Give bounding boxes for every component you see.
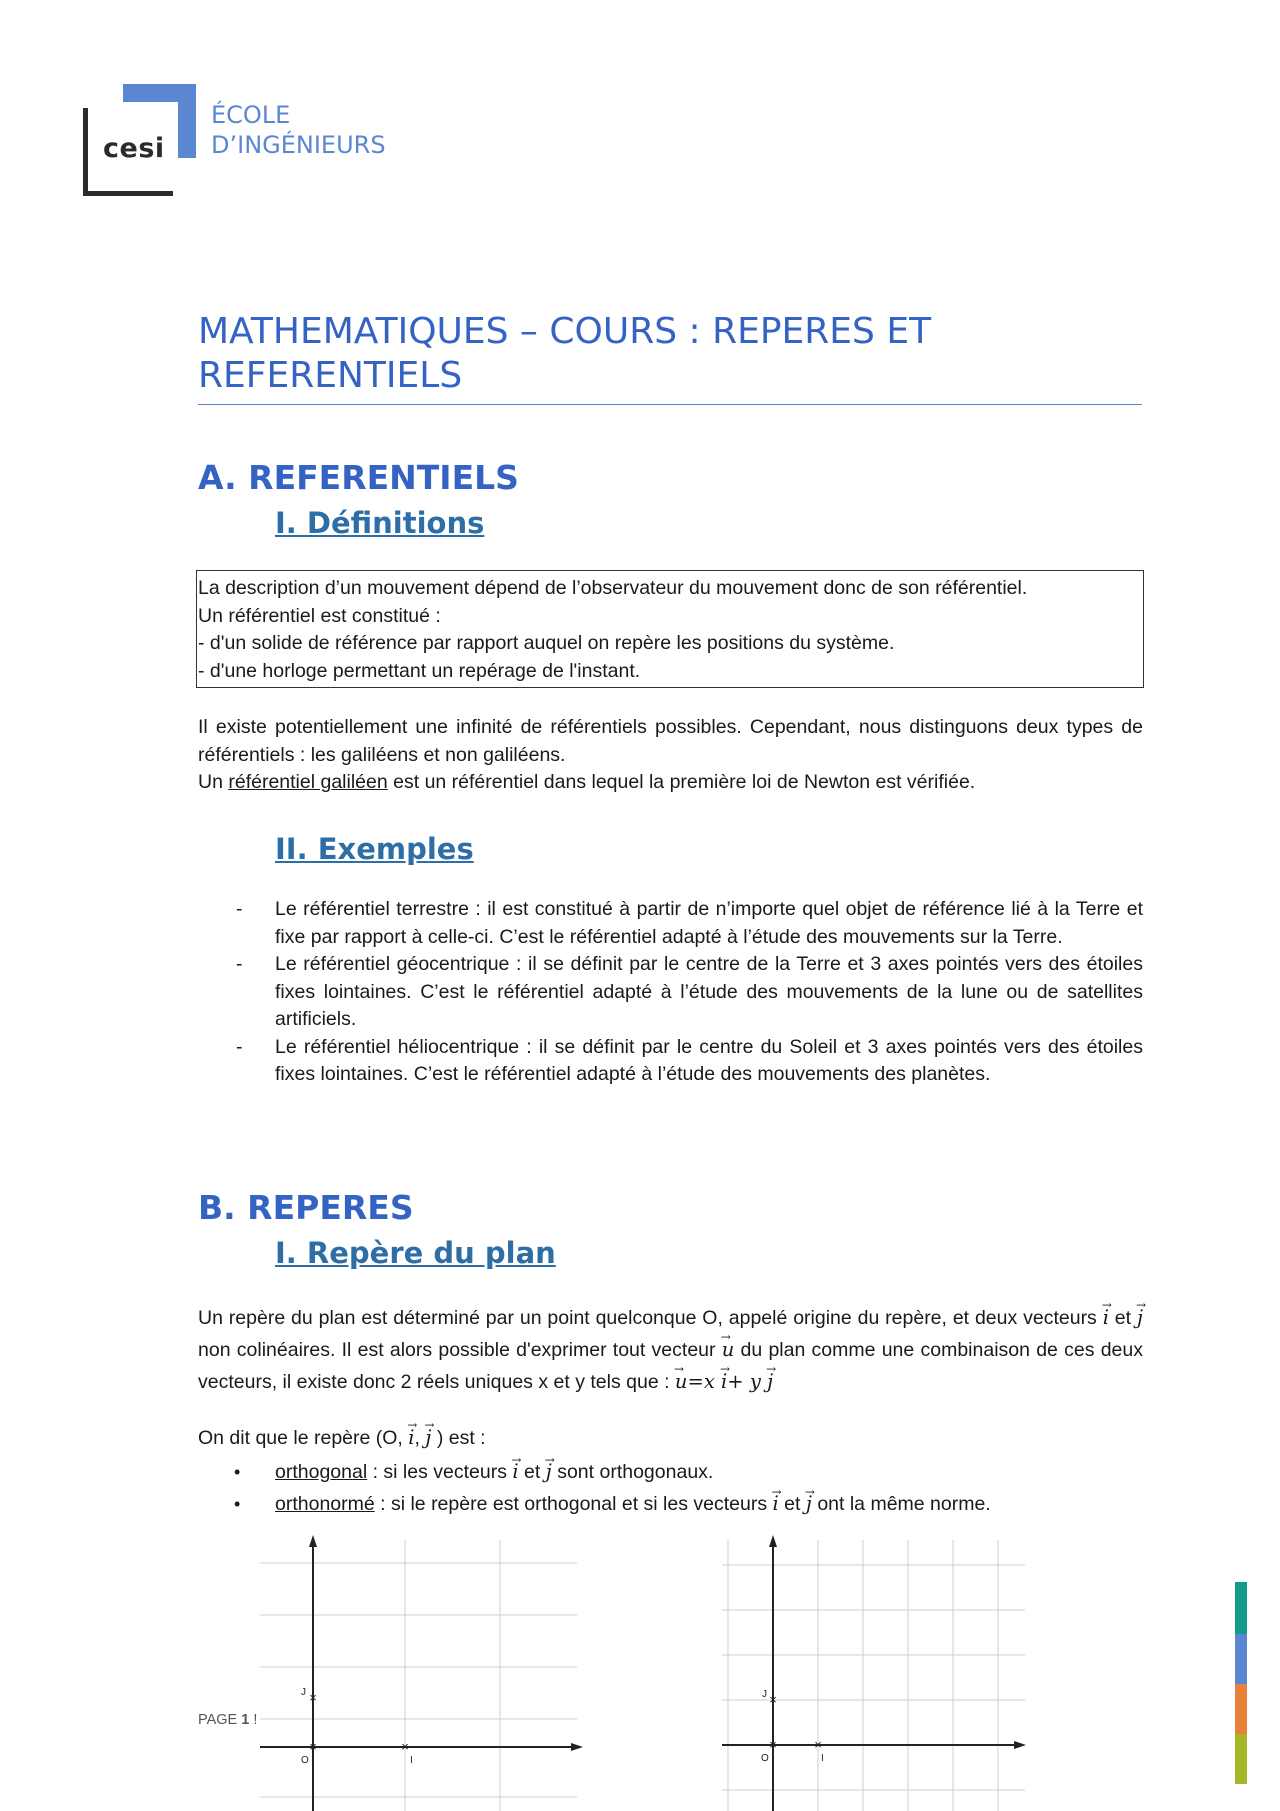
- definition-line: Un référentiel est constitué :: [198, 604, 441, 627]
- tick-origin: ×: [769, 1737, 777, 1752]
- list-item: [198, 951, 1143, 1034]
- frame-intro: [198, 1424, 1143, 1453]
- galilean-term: référentiel galiléen: [228, 771, 388, 793]
- tick-j: ×: [309, 1690, 317, 1705]
- definition-line: - d'une horloge permettant un repérage de l'instant.: [198, 659, 641, 682]
- frame-types-paragraph: [198, 1424, 1143, 1453]
- dash-marker: -: [236, 953, 243, 975]
- section-a-heading: A. REFERENTIELS: [198, 458, 519, 497]
- text-fragment: du plan comme une combinaison de ces deux vecteurs, il existe donc 2 réels uniques x et y tels que :: [198, 1339, 1143, 1393]
- galilean-definition: [198, 769, 1143, 797]
- definition-line: - d'un solide de référence par rapport auquel on repère les positions du système.: [198, 632, 895, 654]
- text-fragment: et: [1108, 1307, 1137, 1329]
- examples-list: [198, 896, 1143, 1089]
- vector-i: → i: [1103, 1302, 1109, 1333]
- vector-j: → j: [546, 1456, 552, 1488]
- referentials-paragraph: [198, 714, 1143, 797]
- x-axis-arrow: [1014, 1741, 1026, 1749]
- section-a-sub1-heading: I. Définitions: [275, 506, 485, 540]
- section-b-sub1-heading: I. Repère du plan: [275, 1236, 556, 1270]
- page-number: [198, 1712, 257, 1728]
- bullet-marker: •: [234, 1494, 241, 1514]
- text-fragment: : si les vecteurs: [367, 1461, 513, 1483]
- text-fragment: ,: [414, 1427, 426, 1449]
- text-fragment: ont la même norme.: [811, 1493, 991, 1515]
- plane-frame-paragraph: [198, 1302, 1143, 1398]
- tick-i: ×: [401, 1739, 409, 1754]
- equation-symbol: +: [727, 1370, 744, 1393]
- vector-j: → j: [806, 1488, 812, 1520]
- tick-i: ×: [814, 1737, 822, 1752]
- label-i: I: [821, 1753, 824, 1764]
- document-title: [198, 310, 1142, 405]
- x-axis-arrow: [571, 1743, 583, 1751]
- orthogonal-frame-graph: [255, 1535, 585, 1811]
- tick-j: ×: [769, 1692, 777, 1707]
- vector-j: → j: [425, 1424, 431, 1452]
- list-item: [198, 1488, 1143, 1520]
- label-i: I: [410, 1755, 413, 1766]
- logo-frame-horizontal: [83, 191, 173, 196]
- equation-variable: y: [749, 1370, 761, 1393]
- logo-frame-vertical: [83, 108, 88, 196]
- orthogonal-term: orthogonal: [275, 1461, 368, 1483]
- side-strip-green: [1235, 1734, 1247, 1784]
- vector-i: → i: [512, 1456, 518, 1488]
- list-item: [198, 1034, 1143, 1089]
- list-item-text: Le référentiel géocentrique : il se définit par le centre de la Terre et 3 axes pointés vers des étoiles fixes lointaines. C’est le référentiel adapté à l’étude des mouvements de la lune ou de satellites artificiels.: [275, 953, 1143, 1030]
- list-item-text: Le référentiel héliocentrique : il se définit par le centre du Soleil et 3 axes pointés vers des étoiles fixes lointaines. C’est le référentiel adapté à l’étude des mouvements des planètes.: [275, 1035, 1143, 1085]
- title-line-2: REFERENTIELS: [198, 355, 463, 396]
- logo-line-2: D’INGÉNIEURS: [211, 131, 386, 159]
- text-fragment: ) est :: [431, 1427, 486, 1449]
- vector-equation: [675, 1370, 773, 1393]
- label-j: J: [762, 1689, 767, 1700]
- text-fragment: non colinéaires. Il est alors possible d'exprimer tout vecteur: [198, 1339, 722, 1361]
- text-fragment: : si le repère est orthogonal et si les vecteurs: [374, 1493, 773, 1515]
- vector-i: → i: [773, 1488, 779, 1520]
- orthonormal-frame-graph: [720, 1535, 1030, 1811]
- bullet-marker: •: [234, 1462, 241, 1482]
- logo-accent-vertical: [178, 84, 196, 158]
- dash-marker: -: [236, 1035, 243, 1058]
- definition-line: La description d’un mouvement dépend de l’observateur du mouvement donc de son référentiel.: [198, 577, 1028, 599]
- side-strip-teal: [1235, 1582, 1247, 1634]
- section-b-heading: B. REPERES: [198, 1188, 414, 1227]
- definition-box: [196, 570, 1144, 688]
- label-origin: O: [761, 1753, 769, 1764]
- vector-u: → u: [722, 1334, 735, 1365]
- section-a-sub2-heading: II. Exemples: [275, 832, 474, 866]
- equation-symbol: =: [687, 1370, 704, 1393]
- vector-i: → i: [721, 1366, 727, 1397]
- vector-u: → u: [675, 1366, 688, 1397]
- text-fragment: est un référentiel dans lequel la première loi de Newton est vérifiée.: [387, 771, 976, 793]
- y-axis-arrow: [769, 1535, 777, 1547]
- list-item: [198, 1456, 1143, 1488]
- equation-variable: x: [703, 1370, 715, 1393]
- logo-brand: cesi: [103, 133, 165, 164]
- dash-marker: -: [236, 898, 243, 920]
- side-strip-orange: [1235, 1684, 1247, 1734]
- label-origin: O: [301, 1755, 309, 1766]
- text-fragment: et: [518, 1461, 546, 1483]
- list-item-text: Le référentiel terrestre : il est constitué à partir de n’importe quel objet de référence lié à la Terre et fixe par rapport à celle-ci. C’est le référentiel adapté à l’étude des mouvements sur la Terre.: [275, 898, 1143, 948]
- side-strip-blue: [1235, 1634, 1247, 1684]
- text-fragment: Un repère du plan est déterminé par un point quelconque O, appelé origine du repère, et deux vecteurs: [198, 1307, 1103, 1329]
- list-item: [198, 896, 1143, 951]
- text-fragment: Un: [198, 771, 229, 793]
- page-number-value: 1: [241, 1712, 250, 1728]
- y-axis-arrow: [309, 1535, 317, 1547]
- tick-origin: ×: [309, 1739, 317, 1754]
- title-line-1: MATHEMATIQUES – COURS : REPERES ET: [198, 311, 932, 352]
- logo-subtitle: [211, 100, 386, 160]
- label-j: J: [301, 1687, 306, 1698]
- orthonormal-term: orthonormé: [275, 1493, 375, 1515]
- frame-types-list: [198, 1456, 1143, 1520]
- text-fragment: sont orthogonaux.: [551, 1461, 714, 1483]
- text-fragment: On dit que le repère (O,: [198, 1427, 409, 1449]
- vector-j: → j: [1137, 1302, 1143, 1333]
- text-fragment: et: [778, 1493, 806, 1515]
- logo-line-1: ÉCOLE: [211, 101, 291, 129]
- vector-i: → i: [408, 1424, 414, 1452]
- page-suffix: !: [249, 1712, 258, 1728]
- vector-j: → j: [767, 1366, 773, 1397]
- page-prefix: PAGE: [198, 1712, 242, 1728]
- paragraph-text: Il existe potentiellement une infinité de référentiels possibles. Cependant, nous distinguons deux types de référentiels : les galiléens et non galiléens.: [198, 716, 1143, 766]
